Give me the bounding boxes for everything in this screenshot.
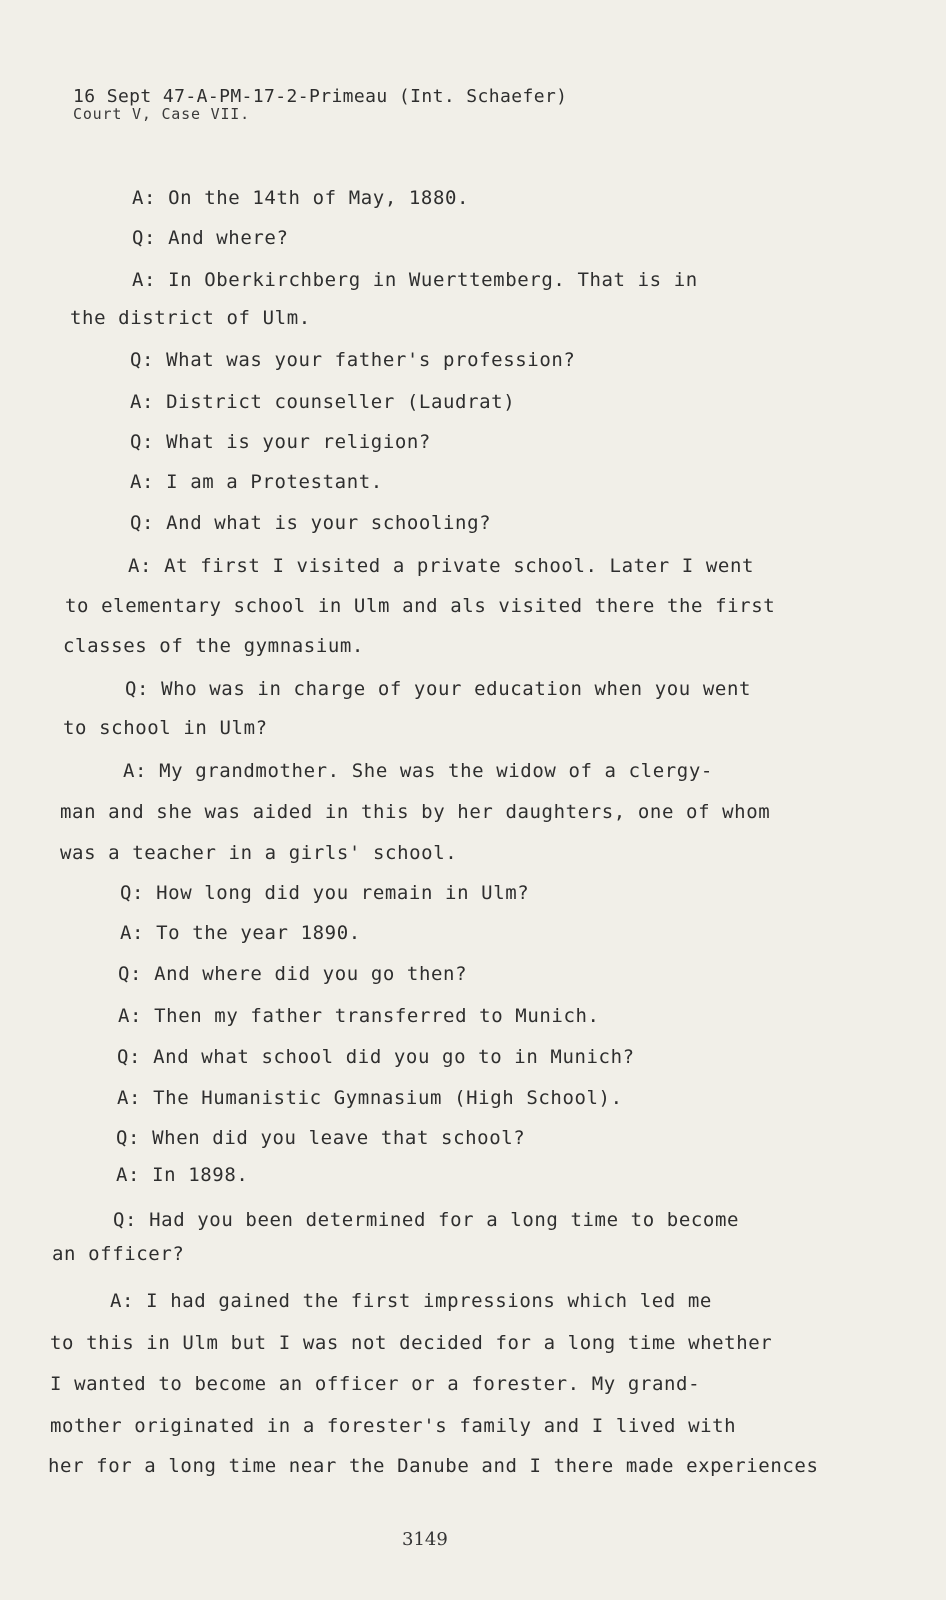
text-line-30: I wanted to become an officer or a forester. My grand-: [50, 1373, 701, 1395]
text-line-1: A: On the 14th of May, 1880.: [132, 187, 470, 209]
text-line-28: A: I had gained the first impressions which led me: [110, 1290, 712, 1312]
text-line-26: Q: Had you been determined for a long time to become: [113, 1209, 740, 1231]
text-line-8: A: I am a Protestant.: [130, 471, 383, 493]
text-line-27: an officer?: [52, 1243, 185, 1265]
text-line-2: Q: And where?: [132, 227, 289, 249]
text-line-3: A: In Oberkirchberg in Wuerttemberg. That is in: [132, 269, 698, 291]
text-line-9: Q: And what is your schooling?: [130, 512, 492, 534]
header-line-2: Court V, Case VII.: [73, 105, 250, 123]
header-line-1: 16 Sept 47-A-PM-17-2-Primeau (Int. Schaefer): [73, 86, 568, 107]
text-line-4: the district of Ulm.: [70, 307, 311, 329]
text-line-10: A: At first I visited a private school. Later I went: [128, 555, 755, 577]
text-line-12: classes of the gymnasium.: [63, 635, 364, 657]
text-line-17: was a teacher in a girls' school.: [60, 842, 458, 864]
text-line-7: Q: What is your religion?: [130, 431, 431, 453]
text-line-32: her for a long time near the Danube and I there made experiences: [48, 1455, 819, 1477]
text-line-11: to elementary school in Ulm and als visited there the first: [65, 595, 776, 617]
text-line-15: A: My grandmother. She was the widow of a clergy-: [123, 760, 713, 782]
text-line-25: A: In 1898.: [116, 1164, 249, 1186]
page-number: 3149: [402, 1529, 448, 1550]
text-line-24: Q: When did you leave that school?: [116, 1127, 526, 1149]
text-line-20: Q: And where did you go then?: [118, 963, 468, 985]
text-line-22: Q: And what school did you go to in Munich?: [117, 1046, 635, 1068]
text-line-16: man and she was aided in this by her daughters, one of whom: [60, 801, 771, 823]
text-line-21: A: Then my father transferred to Munich.: [118, 1005, 600, 1027]
text-line-23: A: The Humanistic Gymnasium (High School).: [117, 1087, 623, 1109]
text-line-5: Q: What was your father's profession?: [130, 349, 576, 371]
text-line-13: Q: Who was in charge of your education when you went: [125, 678, 752, 700]
text-line-19: A: To the year 1890.: [120, 922, 361, 944]
text-line-18: Q: How long did you remain in Ulm?: [120, 882, 530, 904]
text-line-31: mother originated in a forester's family and I lived with: [50, 1415, 737, 1437]
text-line-29: to this in Ulm but I was not decided for a long time whether: [50, 1332, 773, 1354]
text-line-6: A: District counseller (Laudrat): [130, 391, 516, 413]
text-line-14: to school in Ulm?: [63, 717, 268, 739]
